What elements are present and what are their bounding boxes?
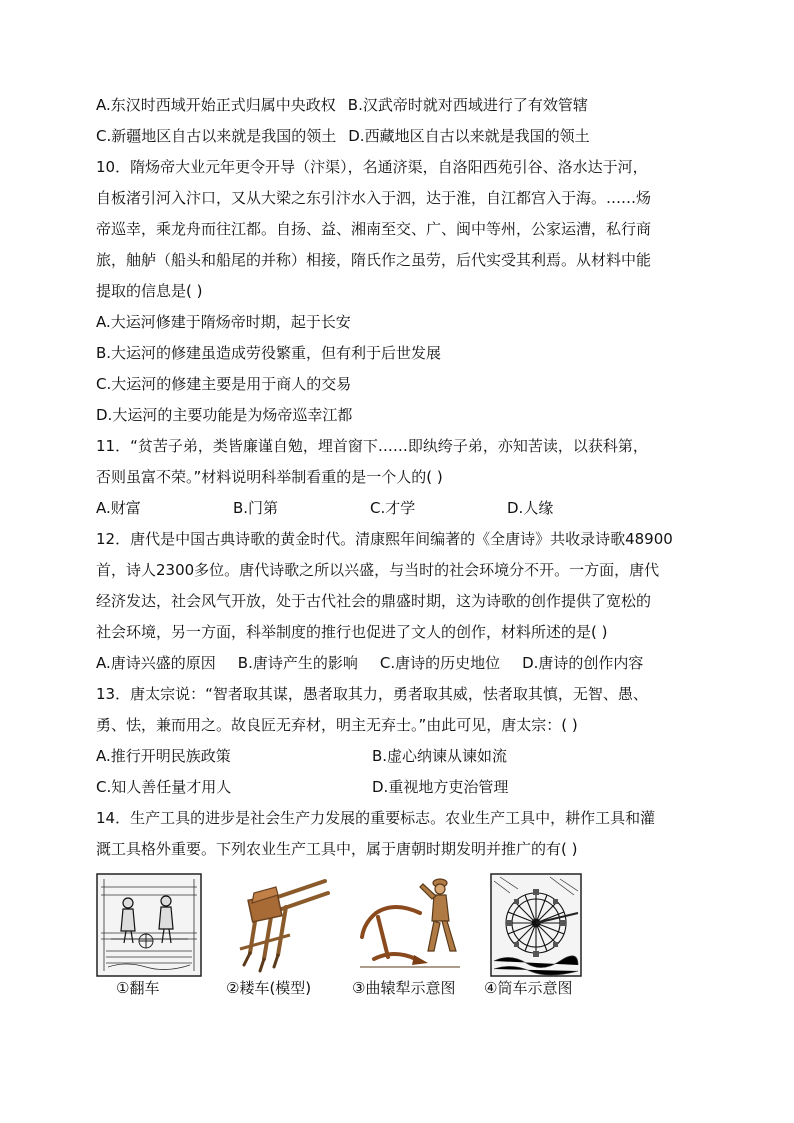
q13-options-row-2: [96, 772, 700, 803]
q11-stem-line: 11．“贫苦子弟，类皆廉谨自勉，埋首窗下……即纨绔子弟，亦知苦读，以获科第，: [96, 437, 648, 455]
q10-stem-line: 旅，舳舻（船头和船尾的并称）相接，隋氏作之虽劳，后代实受其利焉。从材料中能: [96, 251, 652, 269]
q12-stem-line: 12．唐代是中国古典诗歌的黄金时代。清康熙年间编著的《全唐诗》共收录诗歌48900: [96, 530, 673, 548]
q11-option-b[interactable]: B.门第: [233, 499, 279, 517]
q10-stem-line: 提取的信息是( ): [96, 282, 203, 300]
seed-drill-model-icon: [220, 873, 332, 977]
q13-option-b[interactable]: B.虚心纳谏从谏如流: [372, 747, 508, 765]
q14-stem-line: 14．生产工具的进步是社会生产力发展的重要标志。农业生产工具中，耕作工具和灌: [96, 809, 656, 827]
question-12: [96, 524, 700, 679]
figure-2: [220, 873, 332, 977]
q10-stem-line: 自板渚引河入汴口，又从大梁之东引汴水入于泗，达于淮，自江都宫入于海。……炀: [96, 189, 652, 207]
figure-3: [354, 873, 466, 977]
q12-option-a[interactable]: A.唐诗兴盛的原因: [96, 654, 216, 672]
question-13: [96, 679, 700, 803]
q12-stem-line: 首，诗人2300多位。唐代诗歌之所以兴盛，与当时的社会环境分不开。一方面，唐代: [96, 561, 660, 579]
figure-4: [490, 873, 582, 977]
q11-options: [96, 493, 700, 524]
q9-options-row-2: [96, 121, 700, 152]
q9-option-c[interactable]: C.新疆地区自古以来就是我国的领土: [96, 127, 337, 145]
q11-option-a[interactable]: A.财富: [96, 499, 141, 517]
water-wheel-icon: [490, 873, 582, 977]
figure-1: [96, 873, 202, 977]
q14-stem-line: 溉工具格外重要。下列农业生产工具中，属于唐朝时期发明并推广的有( ): [96, 840, 578, 858]
figure-3-caption: ③曲辕犁示意图: [352, 979, 456, 997]
figure-4-caption: ④筒车示意图: [484, 979, 573, 997]
q13-option-c[interactable]: C.知人善任量才用人: [96, 778, 232, 796]
q13-stem-line: 勇、怯，兼而用之。故良匠无弃材，明主无弃士。”由此可见，唐太宗：( ): [96, 716, 578, 734]
q12-option-d[interactable]: D.唐诗的创作内容: [522, 654, 644, 672]
q12-options: [96, 648, 700, 679]
q12-option-c[interactable]: C.唐诗的历史地位: [379, 654, 501, 672]
q12-stem-line: 社会环境，另一方面，科举制度的推行也促进了文人的创作，材料所述的是( ): [96, 623, 608, 641]
question-14: [96, 803, 700, 865]
q10-stem-line: 帝巡幸，乘龙舟而往江都。自扬、益、湘南至交、广、闽中等州，公家运漕，私行商: [96, 220, 652, 238]
q10-stem-line: 10．隋炀帝大业元年更令开导（汴渠），名通济渠，自洛阳西苑引谷、洛水达于河，: [96, 158, 648, 176]
q10-option-c[interactable]: C.大运河的修建主要是用于商人的交易: [96, 375, 352, 393]
q11-stem-line: 否则虽富不荣。”材料说明科举制看重的是一个人的( ): [96, 468, 443, 486]
q12-option-b[interactable]: B.唐诗产生的影响: [237, 654, 358, 672]
q13-option-d[interactable]: D.重视地方吏治管理: [372, 778, 509, 796]
figure-1-caption: ①翻车: [116, 979, 160, 997]
q10-option-a[interactable]: A.大运河修建于隋炀帝时期，起于长安: [96, 313, 351, 331]
q13-option-a[interactable]: A.推行开明民族政策: [96, 747, 231, 765]
q10-option-b[interactable]: B.大运河的修建虽造成劳役繁重，但有利于后世发展: [96, 344, 442, 362]
q11-option-d[interactable]: D.人缘: [507, 499, 554, 517]
exam-page: [96, 90, 700, 865]
q13-options-row-1: [96, 741, 700, 772]
q13-stem-line: 13．唐太宗说：“智者取其谋，愚者取其力，勇者取其威，怯者取其慎，无智、愚、: [96, 685, 648, 703]
q9-option-b[interactable]: B.汉武帝时就对西域进行了有效管辖: [347, 96, 588, 114]
q9-option-a[interactable]: A.东汉时西域开始正式归属中央政权: [96, 96, 336, 114]
curved-shaft-plow-icon: [354, 873, 466, 977]
q9-option-d[interactable]: D.西藏地区自古以来就是我国的领土: [348, 127, 590, 145]
square-pallet-chain-pump-icon: [96, 873, 202, 977]
question-11: [96, 431, 700, 524]
q12-stem-line: 经济发达，社会风气开放，处于古代社会的鼎盛时期，这为诗歌的创作提供了宽松的: [96, 592, 652, 610]
q11-option-c[interactable]: C.才学: [370, 499, 416, 517]
q14-figures: [96, 873, 616, 1003]
question-10: [96, 152, 700, 431]
q9-options-row-1: [96, 90, 700, 121]
figure-2-caption: ②耧车(模型): [226, 979, 312, 997]
q10-option-d[interactable]: D.大运河的主要功能是为炀帝巡幸江都: [96, 406, 353, 424]
